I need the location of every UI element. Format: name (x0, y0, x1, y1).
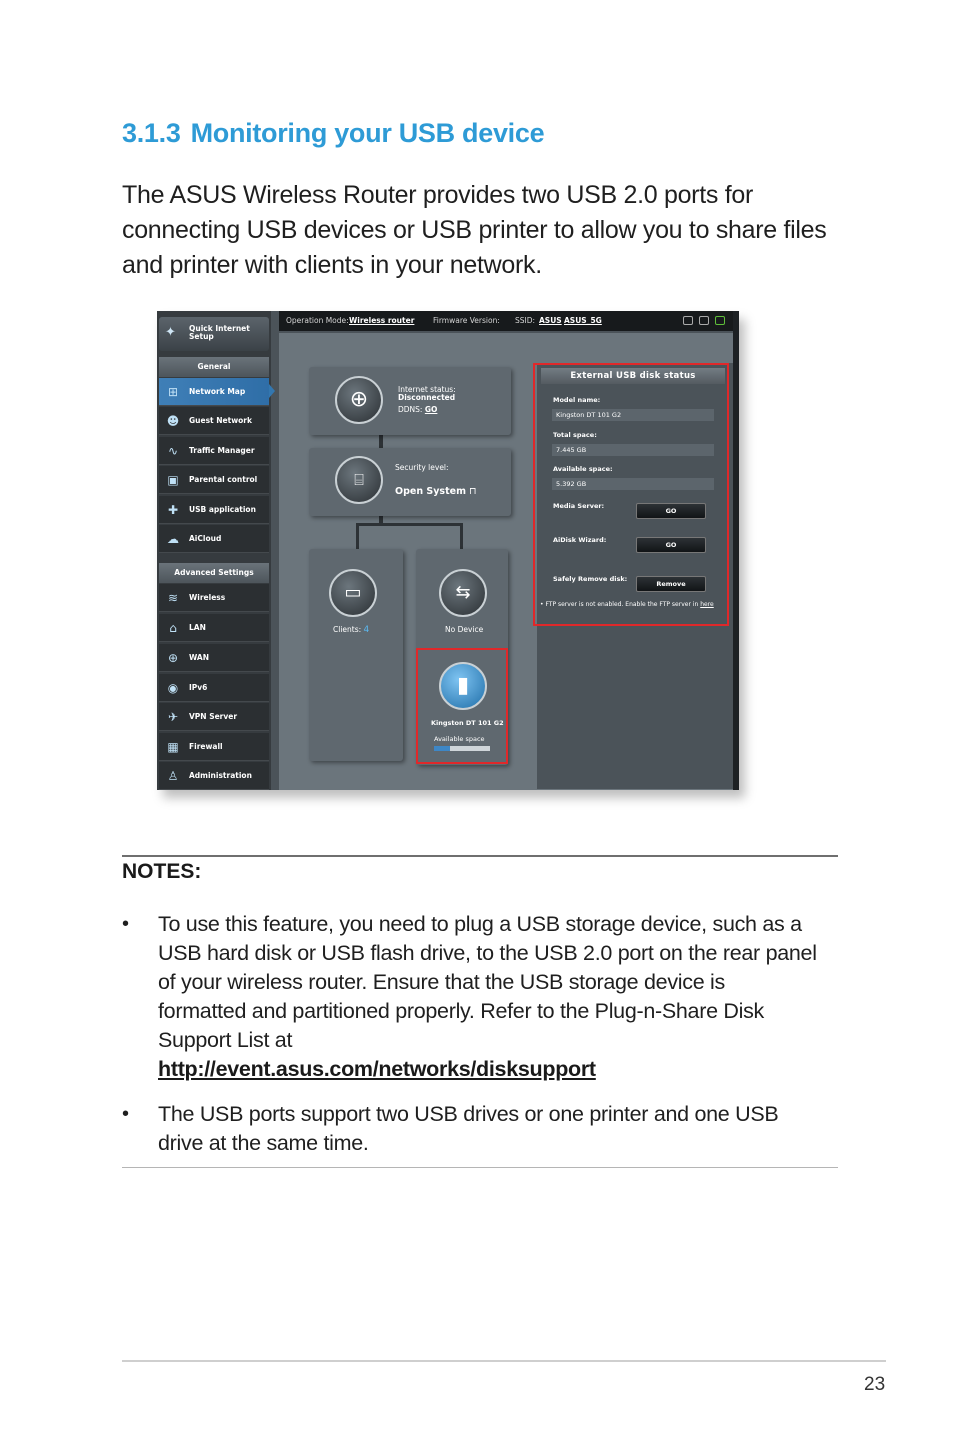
puzzle-icon: ✚ (167, 503, 179, 517)
ftp-note-text: FTP server is not enabled. Enable the FTP server in (545, 601, 699, 608)
nav-wireless[interactable] (159, 584, 269, 612)
firmware-label: Firmware Version: (433, 316, 500, 325)
available-space-label: Available space: (553, 465, 613, 473)
disksupport-link[interactable]: http://event.asus.com/networks/disksupport (158, 1057, 596, 1081)
model-name-value: Kingston DT 101 G2 (552, 409, 714, 421)
no-device-label: No Device (445, 625, 484, 634)
quick-internet-setup-button[interactable] (159, 317, 269, 351)
status-icons (683, 316, 725, 325)
advanced-settings-header: Advanced Settings (159, 563, 269, 583)
usb-status-icon[interactable] (715, 316, 725, 325)
nav-traffic-manager[interactable] (159, 437, 269, 465)
quick-setup-label: Quick Internet Setup (189, 324, 250, 341)
nav-label: Wireless (189, 593, 226, 602)
usb-flash-drive-icon: ▮ (439, 662, 487, 710)
nav-administration[interactable] (159, 762, 269, 790)
page-number: 23 (864, 1374, 886, 1395)
general-header: General (159, 357, 269, 377)
section-heading (122, 118, 544, 149)
note-item-2: The USB ports support two USB drives or one printer and one USB drive at the same time. (158, 1102, 779, 1155)
connector-line (356, 523, 359, 549)
nav-label: Traffic Manager (189, 446, 255, 455)
network-map-icon: ⊞ (167, 385, 179, 399)
router-screenshot (157, 311, 739, 790)
vpn-icon: ✈ (167, 710, 179, 724)
safely-remove-label: Safely Remove disk: (553, 575, 628, 583)
nav-ipv6[interactable] (159, 674, 269, 702)
available-space-value: 5.392 GB (552, 478, 714, 490)
internet-status-value: Disconnected (398, 393, 456, 402)
guest-users-icon: ☻ (166, 414, 180, 428)
remove-disk-button[interactable]: Remove (636, 576, 706, 592)
parental-control-icon: ▣ (167, 473, 179, 487)
nav-label: WAN (189, 653, 210, 662)
traffic-chart-icon: ∿ (167, 444, 179, 458)
disk-panel-title: External USB disk status (541, 368, 725, 384)
bullet-marker: • (122, 1103, 130, 1125)
total-space-value: 7.445 GB (552, 444, 714, 456)
usb-device-name: Kingston DT 101 G2 (431, 719, 504, 727)
clients-label: Clients: (333, 625, 362, 634)
clients-count[interactable]: 4 (363, 625, 370, 635)
ddns-label: DDNS: (398, 405, 423, 414)
aidisk-wizard-go-button[interactable]: GO (636, 537, 706, 553)
usb-available-label: Available space (434, 735, 485, 743)
wifi-icon: ≋ (167, 591, 179, 605)
disk-panel-highlight (533, 363, 729, 626)
nav-network-map[interactable] (159, 378, 269, 406)
ipv6-globe-icon: ◉ (167, 681, 179, 695)
nav-parental-control[interactable] (159, 466, 269, 494)
active-nav-arrow (269, 384, 275, 398)
media-server-go-button[interactable]: GO (636, 503, 706, 519)
nav-label: Guest Network (189, 416, 252, 425)
cloud-icon: ☁ (167, 532, 179, 546)
bullet-marker: • (122, 913, 130, 935)
connector-line (356, 523, 463, 526)
notes-bottom-rule (122, 1167, 838, 1168)
nav-vpn-server[interactable] (159, 703, 269, 731)
nav-usb-application[interactable] (159, 496, 269, 524)
op-mode-link[interactable]: Wireless router (349, 316, 415, 325)
nav-label: Firewall (189, 742, 223, 751)
usb-icon: ⇆ (439, 569, 487, 617)
top-status-bar (279, 311, 739, 331)
nav-label: AiCloud (189, 534, 222, 543)
nav-lan[interactable] (159, 614, 269, 642)
ssid-link-24g[interactable]: ASUS (539, 316, 562, 325)
section-title: Monitoring your USB device (190, 118, 545, 148)
usb-space-bar (434, 746, 490, 751)
nav-label: USB application (189, 505, 256, 514)
usb-space-bar-fill (434, 746, 450, 751)
nav-guest-network[interactable] (159, 407, 269, 435)
printer-status-icon[interactable] (699, 316, 709, 325)
globe-icon: ⊕ (167, 651, 179, 665)
ftp-note: • FTP server is not enabled. Enable the FTP server in here (540, 601, 714, 608)
nav-firewall[interactable] (159, 733, 269, 761)
wand-icon: ✦ (165, 325, 176, 340)
sidebar (157, 311, 271, 790)
ssid-label: SSID: (515, 316, 536, 325)
intro-paragraph: The ASUS Wireless Router provides two USB 2.0 ports for connecting USB devices or USB printer to allow you to share files and printer with clients in your network. (122, 181, 827, 279)
screenshot-edge (733, 311, 739, 790)
section-number: 3.1.3 (122, 118, 181, 148)
note-item-1-text: To use this feature, you need to plug a USB storage device, such as a USB hard disk or USB flash drive, to the USB 2.0 port on the rear panel of your wireless router. Ensure that the USB storage device is formatted and partitioned properly. Refer to the Plug-n-Share Disk Support List at (158, 912, 817, 1052)
home-icon: ⌂ (169, 621, 177, 635)
router-icon: ⌸ (335, 456, 383, 504)
monitor-icon: ▭ (329, 569, 377, 617)
nav-aicloud[interactable] (159, 525, 269, 553)
security-level-label: Security level: (395, 463, 449, 472)
lock-open-icon: ⊓ (469, 486, 477, 497)
model-name-label: Model name: (553, 396, 601, 404)
connector-line (460, 523, 463, 549)
note-item-1 (158, 910, 818, 1084)
globe-icon: ⊕ (335, 376, 383, 424)
user-status-icon[interactable] (683, 316, 693, 325)
notes-title: NOTES: (122, 860, 202, 883)
security-level-value: Open System (395, 486, 466, 497)
nav-label: Parental control (189, 475, 258, 484)
nav-label: VPN Server (189, 712, 238, 721)
nav-wan[interactable] (159, 644, 269, 672)
notes-top-rule (122, 855, 838, 857)
firewall-icon: ▦ (167, 740, 179, 754)
nav-label: LAN (189, 623, 206, 632)
nav-label: Network Map (189, 387, 246, 396)
footer-rule (122, 1360, 886, 1362)
admin-user-icon: ♙ (167, 769, 179, 783)
internet-status-label: Internet status: (398, 385, 456, 394)
ftp-here-link[interactable]: here (700, 601, 714, 608)
media-server-label: Media Server: (553, 502, 605, 510)
aidisk-wizard-label: AiDisk Wizard: (553, 536, 607, 544)
total-space-label: Total space: (553, 431, 597, 439)
ddns-go-link[interactable]: GO (424, 405, 438, 414)
op-mode-label: Operation Mode: (286, 316, 349, 325)
nav-label: IPv6 (189, 683, 208, 692)
ssid-link-5g[interactable]: ASUS_5G (564, 316, 602, 325)
nav-label: Administration (189, 771, 252, 780)
connector-line (379, 433, 383, 449)
